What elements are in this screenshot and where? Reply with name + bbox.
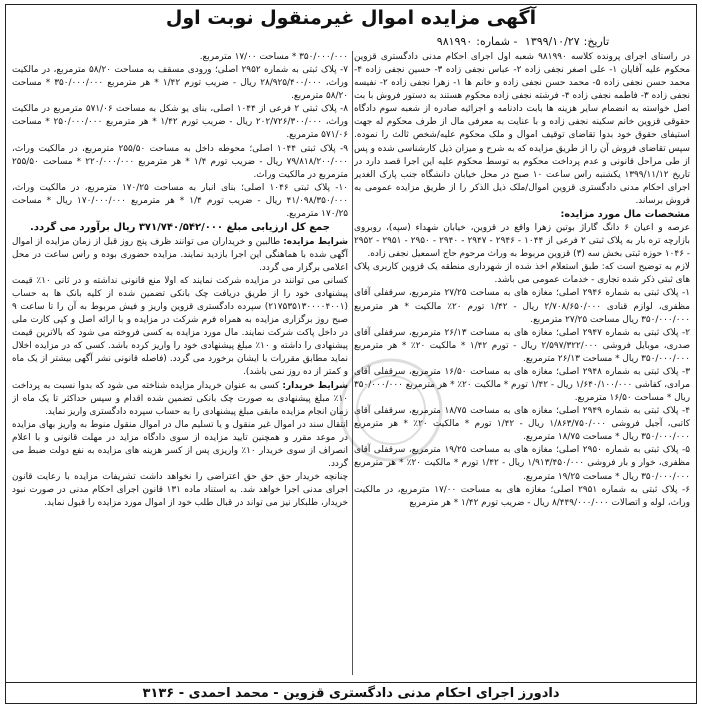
notice-date: ۱۳۹۹/۱۰/۲۷ <box>524 35 580 48</box>
paragraph <box>12 380 348 419</box>
notice-footer: دادورز اجرای احکام مدنی دادگستری قزوین - محمد احمدی - ۳۱۳۶ <box>6 682 696 701</box>
total-valuation: جمع کل ارزیابی مبلغ ۳۷۱/۷۴۰/۵۴۲/۰۰۰ ریال برآورد می گردد. <box>30 222 330 234</box>
paragraph: ۸- پلاک ثبتی ۲ فرعی از ۱۰۴۴ اصلی، بنای یو شکل به مساحت ۵۷۱/۰۶ مترمربع در مالکیت وراث، ۲۰۲/۷۲۶/۳۰۰/۰۰۰ ریال - ضریب تورم ۱/۴۲ * هر مترمربع ۲۵۰/۰۰۰/۰۰۰ * مساحت ۵۷۱/۰۶ مترمربع. <box>12 104 348 141</box>
paragraph: ۷- پلاک ثبتی به شماره ۲۹۵۲ اصلی؛ ورودی مسقف به مساحت ۵۸/۲۰ مترمربع، در مالکیت وراث، ۲۸/۹۲۵/۴۰۰/۰۰۰ ریال - ضریب تورم ۱/۴۲ * هر مترمربع ۳۵۰/۰۰۰/۰۰۰ * مساحت ۵۸/۲۰ مترمربع. <box>12 65 348 102</box>
paragraph: ۵- پلاک ثبتی به شماره ۲۹۵۰ اصلی؛ مغازه های به مساحت ۱۹/۲۵ مترمربع، سرقفلی آقای مظفری، خوار و بار فروشی ۱/۹۱۳/۴۵۰/۰۰۰ ریال - ۱/۴۲ تورم * مالکیت ۲۰٪ * هر مترمربع ۳۵۰/۰۰۰/۰۰۰ ریال * مساحت ۱۹/۲۵ مترمربع. <box>354 445 690 482</box>
paragraph-text: کسی به عنوان خریدار مزایده شناخته می شود که بدوا نسبت به پرداخت ۱۰٪ مبلغ پیشنهادی به صورت چک بانکی تضمین شده اقدام و سپس حداکثر تا یک ماه از زمان انجام مزایده مابقی مبلغ پیشنهادی را به حساب سپرده دادگستری واریز نماید. <box>12 380 348 417</box>
paragraph: ۴- پلاک ثبتی به شماره ۲۹۴۹ اصلی؛ مغازه های به مساحت ۱۸/۷۵ مترمربع، سرقفلی آقای کاتبی، آجیل فروشی ۱/۸۶۳/۷۵۰/۰۰۰ ریال - ۱/۴۲ تورم * مالکیت ۲۰٪ * هر مترمربع ۳۵۰/۰۰۰/۰۰۰ ریال * مساحت ۱۸/۷۵ مترمربع. <box>354 406 690 443</box>
left-column <box>12 51 348 677</box>
paragraph: انتقال سند در اموال غیر منقول و یا تسلیم مال در اموال منقول منوط به واریز بهای مزایده در موعد مقرر و همچنین تایید مزایده از سوی دادگاه مزاید در مهلت قانونی و با اعلام انصراف از سوی خریدار ۱۰٪ واریزی پس از کسر هزینه های مزایده به نفع دولت ضبط می گردد. <box>12 419 348 470</box>
paragraph: ۱- پلاک ثبتی به شماره ۲۹۴۶ اصلی؛ مغازه های به مساحت ۲۷/۲۵ مترمربع، سرقفلی آقای مظفری، لوازم قنادی ۲/۷۰۸/۶۵۰/۰۰۰ ریال - ۱/۴۲ تورم ۲۰٪ مالکیت * هر مترمربع ۳۵۰/۰۰۰/۰۰۰ ریال مساحت ۲۷/۲۵ مترمربع. <box>354 288 690 325</box>
notice-title: آگهی مزایده اموال غیرمنقول نوبت اول <box>165 7 537 29</box>
notice-meta <box>350 35 696 48</box>
paragraph: کسانی می توانند در مزایده شرکت نمایند که اولا منع قانونی نداشته و در ثانی ۱۰٪ قیمت پیشنهادی خود را از طریق دریافت چک بانکی تضمین شده از کلیه بانک ها به حساب (۲۱۷۵۳۵۱۳۰۰۰۰۴۰۰۱) سپرده دادگستری قزوین واریز و فیش مربوط به آن را تا ساعت ۹ صبح روز برگزاری مزایده به همراه فرم شرکت در مزایده و با ارائه اصل و کپی کارت ملی در داخل پاکت شرکت نمایند. مال مورد مزایده به کسی فروخته می شود که بالاترین قیمت پیشنهادی را داشته و ۱۰٪ مبلغ پیشنهادی خود را واریز کرده باشد. کسی که در مزایده اخلال نماید مطابق مقررات با ایشان برخورد می گردد. (فاصله قانونی نشر آگهی بیشتر از یک ماه و کمتر از ده روز نمی باشد). <box>12 275 348 378</box>
paragraph: ۹- پلاک ثبتی ۱۰۴۴ اصلی؛ محوطه داخل به مساحت ۲۵۵/۵۰ مترمربع، در مالکیت وراث، ۷۹/۸۱۸/۲۰۰/۰۰۰ ریال - ضریب تورم ۱/۴ * هر مترمربع ۲۲۰/۰۰۰/۰۰۰ * مساحت ۲۵۵/۵۰ مترمربع در مالکیت وراث. <box>12 143 348 180</box>
section-heading: مشخصات مال مورد مزایده: <box>560 208 690 220</box>
paragraph: ۶- پلاک ثبتی به شماره ۲۹۵۱ اصلی؛ مغازه های به مساحت ۱۷/۰۰ مترمربع، در مالکیت وراث، لوله و اتصالات ۸/۴۴۹/۰۰۰/۰۰۰ ریال - ضریب تورم ۱/۴۲ * هر مترمربع <box>354 484 690 508</box>
paragraph: ۳۵۰/۰۰۰/۰۰۰ * مساحت ۱۷/۰۰ مترمربع. <box>199 52 348 62</box>
number-label: - شماره: <box>476 35 518 48</box>
paragraph: لازم به توضیح است که: طبق استعلام اخذ شده از شهرداری منطقه یک قزوین کاربری پلاک های ثبتی ذکر شده تجاری - خدمات عمومی می باشد. <box>354 262 690 286</box>
notice-number: ۹۸۱۹۹۰ <box>436 35 473 48</box>
paragraph-heading: شرایط خریدار: <box>282 380 348 391</box>
paragraph: ۳- پلاک ثبتی به شماره ۲۹۴۸ اصلی؛ مغازه های به مساحت ۱۶/۵۰ مترمربع، سرقفلی آقای مرادی، کفاشی ۱/۶۴۰/۱۰۰/۰۰۰ ریال - ۱/۴۲ تورم * مالکیت ۲۰٪ * هر مترمربع ۳۵۰/۰۰۰/۰۰۰ ریال * مساحت ۱۶/۵۰ مترمربع. <box>354 366 690 404</box>
date-label: تاریخ: <box>583 35 610 48</box>
paragraph <box>12 236 348 275</box>
right-column <box>354 51 690 677</box>
paragraph-text: طالبین و خریداران می توانند ظرف پنج روز قبل از زمان مزایده از اموال آگهی شده با هماهنگی این اجرا بازدید نمایند. مزایده حضوری بوده و راس ساعت در محل اعلامی برگزار می گردد. <box>12 236 348 273</box>
paragraph: در راستای اجرای پرونده کلاسه ۹۸۱۹۹۰ شعبه اول اجرای احکام مدنی دادگستری قزوین محکوم علیه آقایان ۱- علی اصغر نجفی زاده ۲- عباس نجفی زاده ۳- حسین نجفی زاده ۴- محمد حسن نجفی زاده ۵- محمد حسن نجفی زاده و خانم ها ۱- زهرا نجفی زاده ۲- نفیسه نجفی زاده ۳- فاطمه نجفی زاده ۴- فرشته نجفی زاده محکوم هستند به دستور فروش با بت اصل خواسته به انضمام سایر هزینه ها بابت دادنامه و اجرائیه صادره از شعبه سوم دادگاه حقوقی قزوین خانم سکینه نجفی زاده و با عنایت به معرفی مال از طرف محکوم له جهت استیفای حقوق خود بدوا تقاضای توقیف اموال و ملک محکوم علیه/شخص ثالث را نموده. سپس تقاضای فروش آن را از طریق مزایده که به شرح و میزان ذیل کارشناسی شده و پس از طی مراحل قانونی و عدم پرداخت محکوم به توسط محکوم علیه این اجرا قصد دارد در تاریخ ۱۳۹۹/۱۱/۱۲ یکشنبه راس ساعت ۱۰ صبح در محل خیابان دانشگاه جنب پارک الغدیر اجرای احکام مدنی دادگستری قزوین اموال/ملک ذیل الذکر را از طریق مزایده عمومی به فروش برساند. <box>354 52 690 206</box>
paragraph: عرصه و اعیان ۶ دانگ گاراژ بوتین زهرا واقع در قزوین، خیابان شهداء (سپه)، روبروی بازارچه تره بار به پلاک ثبتی ۲ فرعی از ۱۰۴۴ - ۲۹۴۶ - ۲۹۴۷ - ۲۹۴۰ - ۲۹۵۰ - ۲۹۵۱ - ۲۹۵۲ - ۱۰۴۶ حوزه ثبتی بخش سه (۳) قزوین مربوط به وراث مرحوم حاج اسمعیل نجفی زاده. <box>354 223 690 260</box>
paragraph: ۲- پلاک ثبتی به شماره ۲۹۴۷ اصلی؛ مغازه های به مساحت ۲۶/۱۳ مترمربع، سرقفلی آقای صدری، موبایل فروشی ۲/۵۹۷/۳۲۲/۰۰۰ ریال - تورم ۱/۴۲ * مالکیت ۲۰٪ * هر مترمربع ۳۵۰/۰۰۰/۰۰۰ ریال * مساحت ۲۶/۱۳ مترمربع. <box>354 327 690 364</box>
paragraph-heading: شرایط مزایده: <box>283 236 348 247</box>
column-divider <box>352 51 353 675</box>
paragraph: چنانچه خریدار حق حق حق اعتراضی را نخواهد داشت تشریفات مزایده با رعایت قانون اجرای مدنی اجرا خواهد شد. به استناد ماده ۱۳۱ قانون اجرای احکام مدنی در صورت نبود خریدار، طلبکار نیز می تواند در قبال طلب خود از اموال مورد مزایده را قبول نماید. <box>12 472 348 509</box>
paragraph: ۱۰- پلاک ثبتی ۱۰۴۶ اصلی؛ بنای انبار به مساحت ۱۷۰/۲۵ مترمربع، در مالکیت وراث، ۴۱/۰۹۸/۳۵۰/۰۰۰ ریال - ضریب تورم ۱/۴ * هر مترمربع ۱۷۰/۰۰۰/۰۰۰ ریال * مساحت ۱۷۰/۲۵ مترمربع. <box>12 182 348 219</box>
auction-notice <box>5 4 697 704</box>
